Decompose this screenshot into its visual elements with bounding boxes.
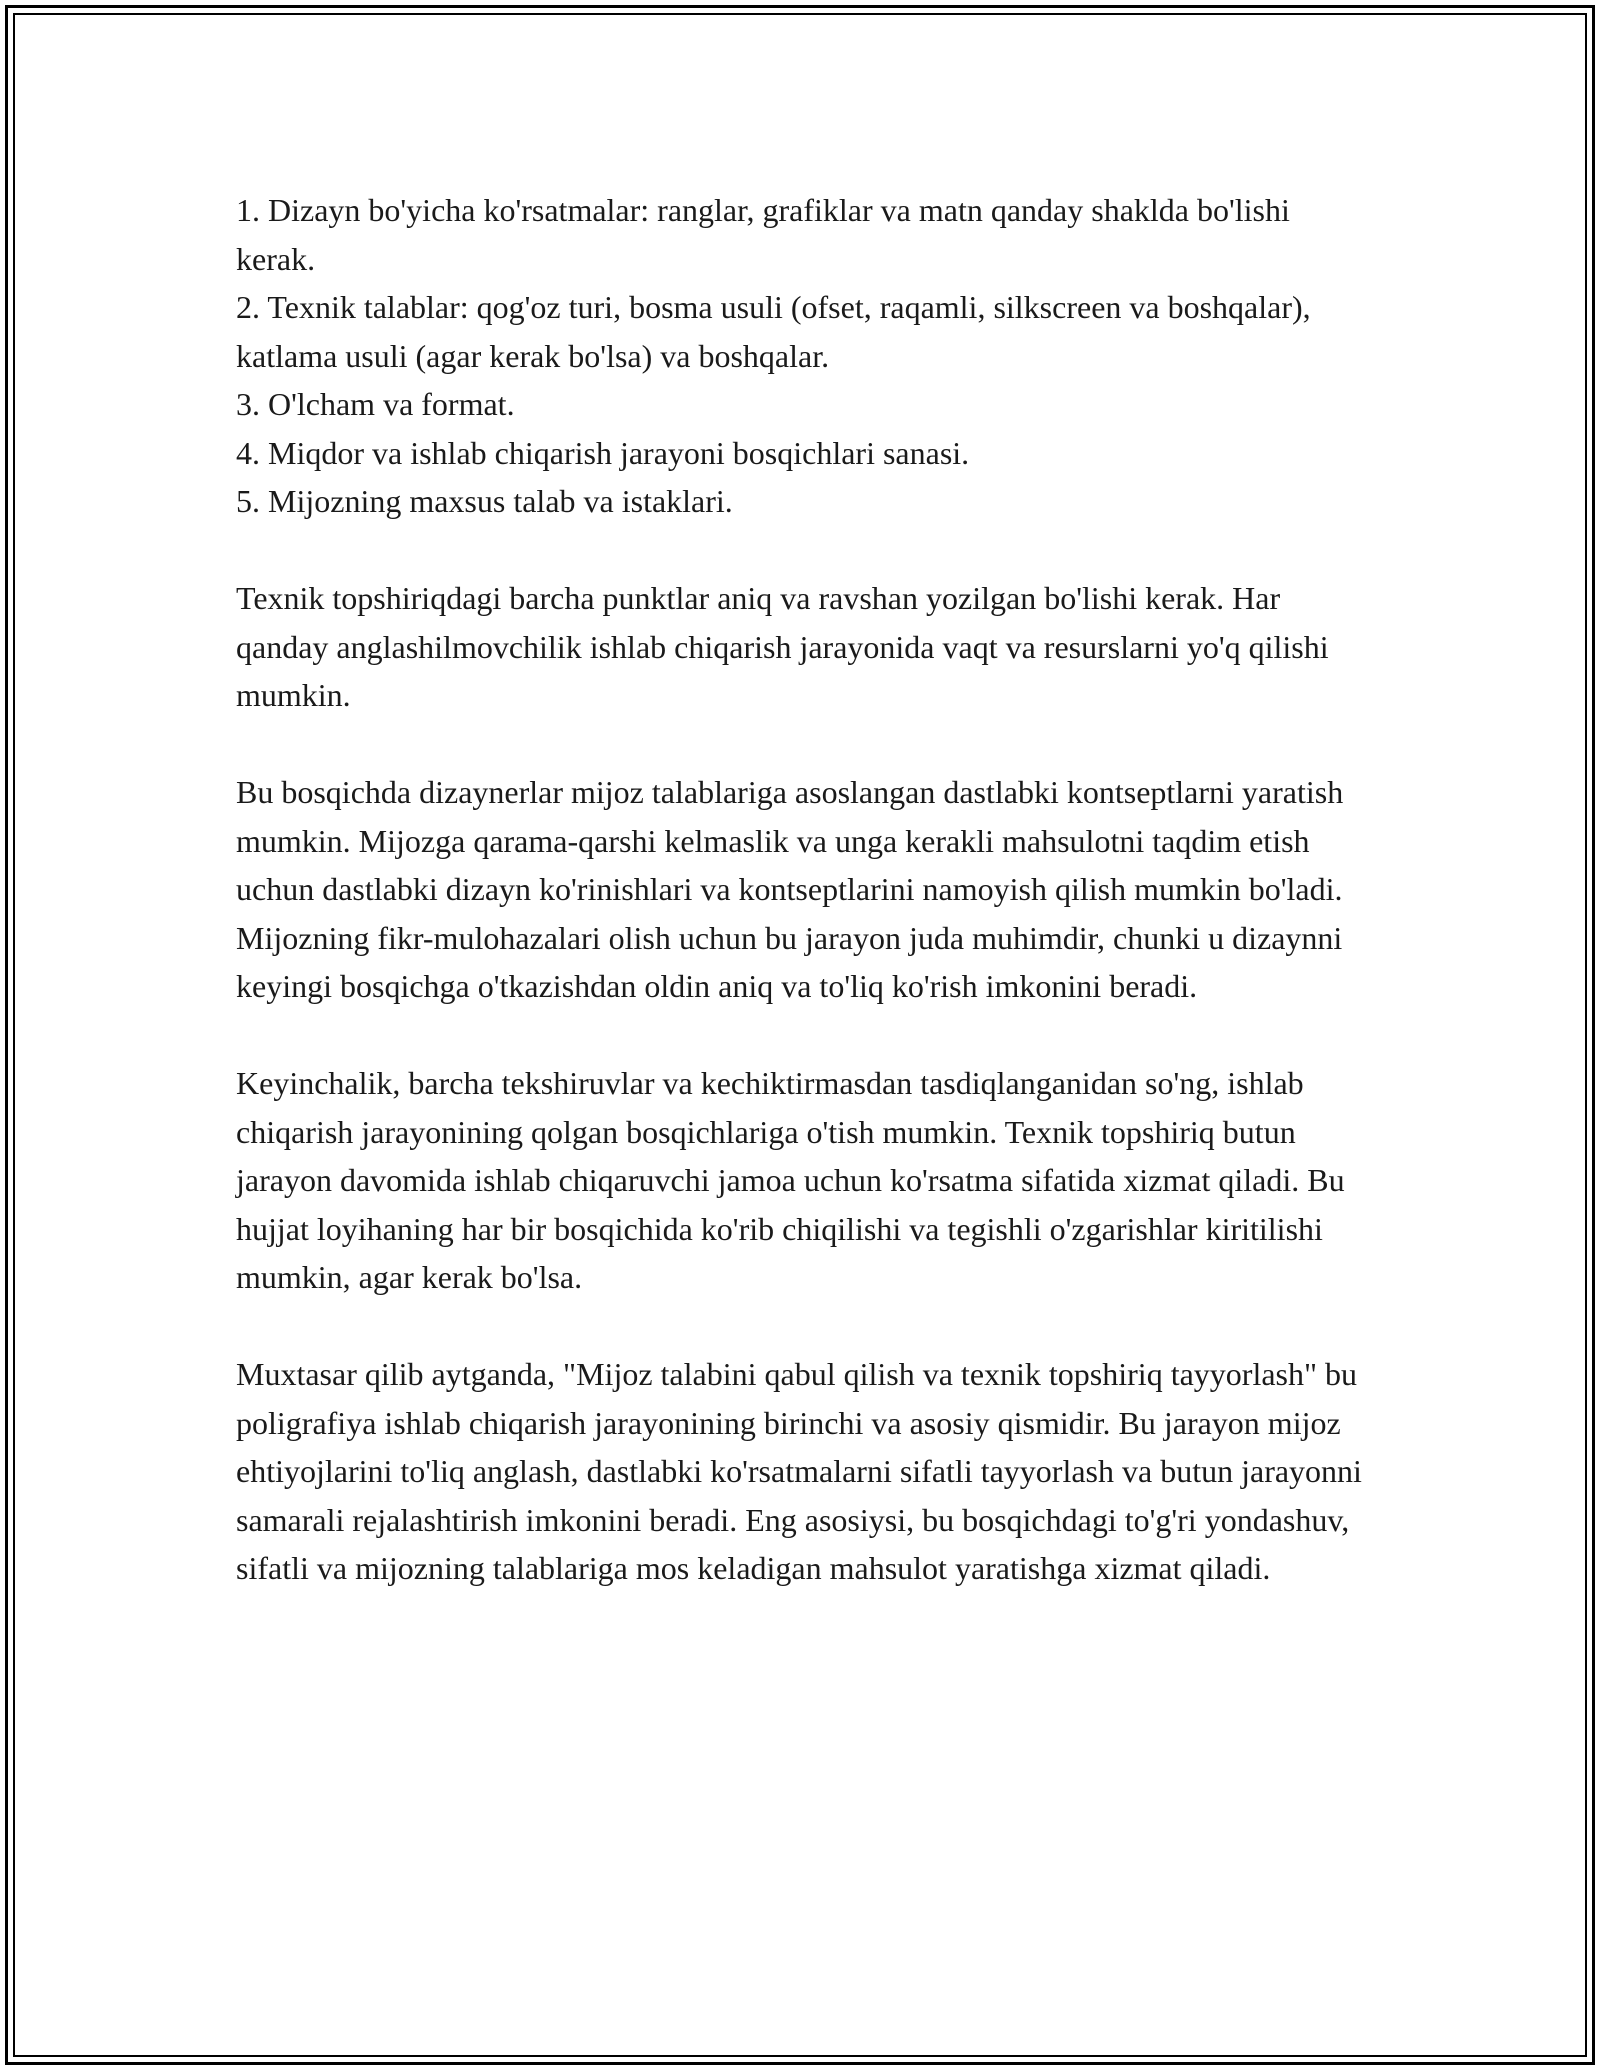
paragraph-1: Texnik topshiriqdagi barcha punktlar aniq va ravshan yozilgan bo'lishi kerak. Har qanday anglashilmovchilik ishlab chiqarish jarayonida vaqt va resurslarni yo'q qilishi mumkin. <box>236 580 1329 713</box>
paragraph-2: Bu bosqichda dizaynerlar mijoz talablariga asoslangan dastlabki kontseptlarni yaratish mumkin. Mijozga qarama-qarshi kelmaslik va unga kerakli mahsulotni taqdim etish uchun dastlabki dizayn ko'rinishlari va kontseptlarini namoyish qilish mumkin bo'ladi. Mijozning fikr-mulohazalari olish uchun bu jarayon juda muhimdir, chunki u dizaynni keyingi bosqichga o'tkazishdan oldin aniq va to'liq ko'rish imkonini beradi. <box>236 774 1344 1004</box>
paragraph-4: Muxtasar qilib aytganda, "Mijoz talabini qabul qilish va texnik topshiriq tayyorlash" bu poligrafiya ishlab chiqarish jarayonining birinchi va asosiy qismidir. Bu jarayon mijoz ehtiyojlarini to'liq anglash, dastlabki ko'rsatmalarni sifatli tayyorlash va butun jarayonni samarali rejalashtirish imkonini beradi. Eng asosiysi, bu bosqichdagi to'g'ri yondashuv, sifatli va mijozning talablariga mos keladigan mahsulot yaratishga xizmat qiladi. <box>236 1356 1362 1586</box>
list-item-4: 4. Miqdor va ishlab chiqarish jarayoni bosqichlari sanasi. <box>236 434 970 471</box>
list-item-5: 5. Mijozning maxsus talab va istaklari. <box>236 483 733 519</box>
paragraph-3: Keyinchalik, barcha tekshiruvlar va kechiktirmasdan tasdiqlanganidan so'ng, ishlab chiqarish jarayonining qolgan bosqichlariga o'tish mumkin. Texnik topshiriq butun jarayon davomida ishlab chiqaruvchi jamoa uchun ko'rsatma sifatida xizmat qiladi. Bu hujjat loyihaning har bir bosqichida ko'rib chiqilishi va tegishli o'zgarishlar kiritilishi mumkin, agar kerak bo'lsa. <box>236 1065 1345 1295</box>
list-item-2: 2. Texnik talablar: qog'oz turi, bosma usuli (ofset, raqamli, silkscreen va boshqalar), katlama usuli (agar kerak bo'lsa) va boshqalar. <box>236 289 1311 374</box>
requirements-list <box>236 186 1376 526</box>
document-body <box>236 186 1376 1593</box>
list-item-1: 1. Dizayn bo'yicha ko'rsatmalar: ranglar, grafiklar va matn qanday shaklda bo'lishi kerak. <box>236 192 1290 277</box>
list-item-3: 3. O'lcham va format. <box>236 386 515 422</box>
